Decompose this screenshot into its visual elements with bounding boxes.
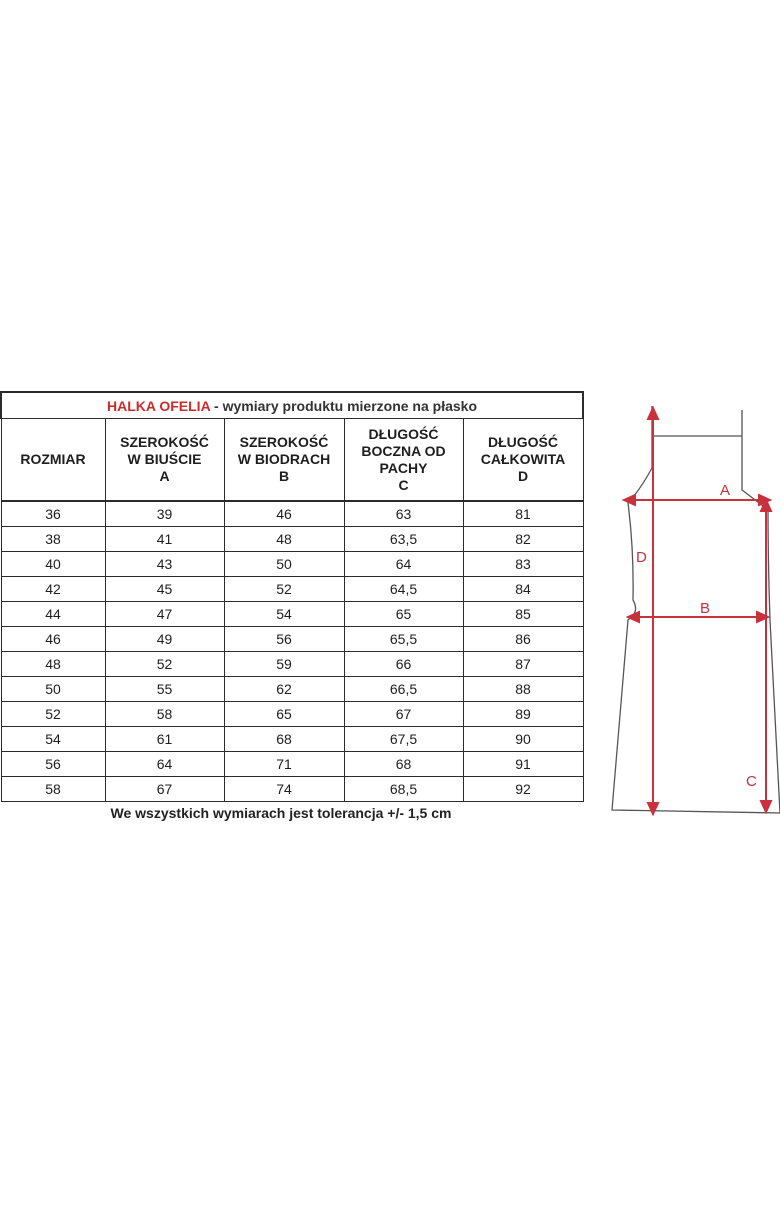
- column-header-line: CAŁKOWITA: [480, 451, 566, 467]
- table-cell: 68: [224, 727, 344, 752]
- column-header-line: ROZMIAR: [20, 451, 86, 467]
- table-title: [1, 392, 583, 419]
- table-cell: 68,5: [344, 777, 463, 802]
- table-cell: 50: [224, 552, 344, 577]
- table-cell: 87: [463, 652, 583, 677]
- table-cell: 64: [344, 552, 463, 577]
- table-cell: 68: [344, 752, 463, 777]
- table-cell: 48: [224, 527, 344, 552]
- title-description: - wymiary produktu mierzone na płasko: [210, 397, 478, 414]
- table-cell: 65: [224, 702, 344, 727]
- arrow-c: [761, 500, 771, 812]
- table-cell: 92: [463, 777, 583, 802]
- column-header: [105, 419, 224, 502]
- table-cell: 40: [1, 552, 105, 577]
- table-cell: 64,5: [344, 577, 463, 602]
- table-cell: 54: [224, 602, 344, 627]
- arrow-d: [648, 408, 658, 814]
- column-header-line: PACHY: [379, 459, 428, 476]
- table-row: [1, 501, 583, 527]
- table-cell: 66: [344, 652, 463, 677]
- table-cell: 91: [463, 752, 583, 777]
- table-cell: 83: [463, 552, 583, 577]
- table-row: [1, 752, 583, 777]
- arrow-b: [628, 612, 768, 622]
- table-cell: 46: [1, 627, 105, 652]
- table-cell: 74: [224, 777, 344, 802]
- column-header-line: DŁUGOŚĆ: [368, 425, 439, 442]
- title-brand: HALKA OFELIA: [106, 397, 211, 414]
- table-cell: 46: [224, 501, 344, 527]
- table-cell: 55: [105, 677, 224, 702]
- table-cell: 63,5: [344, 527, 463, 552]
- table-cell: 64: [105, 752, 224, 777]
- header-row: [1, 419, 583, 502]
- table-cell: 62: [224, 677, 344, 702]
- column-header-line: SZEROKOŚĆ: [239, 434, 329, 450]
- label-a: A: [720, 482, 731, 499]
- table-cell: 48: [1, 652, 105, 677]
- column-header-line: A: [159, 468, 170, 484]
- table-cell: 42: [1, 577, 105, 602]
- table-cell: 89: [463, 702, 583, 727]
- table-cell: 50: [1, 677, 105, 702]
- size-table: [0, 391, 584, 802]
- table-cell: 58: [1, 777, 105, 802]
- label-b: B: [700, 600, 711, 617]
- table-cell: 36: [1, 501, 105, 527]
- table-cell: 52: [1, 702, 105, 727]
- table-cell: 67: [344, 702, 463, 727]
- column-header-line: W BIUŚCIE: [127, 451, 202, 467]
- table-cell: 86: [463, 627, 583, 652]
- table-row: [1, 727, 583, 752]
- table-cell: 41: [105, 527, 224, 552]
- label-c: C: [746, 773, 757, 790]
- table-row: [1, 702, 583, 727]
- table-cell: 43: [105, 552, 224, 577]
- table-row: [1, 777, 583, 802]
- table-cell: 52: [105, 652, 224, 677]
- column-header-line: D: [517, 468, 529, 484]
- column-header-line: C: [398, 476, 409, 493]
- table-cell: 71: [224, 752, 344, 777]
- table-cell: 82: [463, 527, 583, 552]
- column-header-line: DŁUGOŚĆ: [488, 434, 558, 450]
- table-cell: 49: [105, 627, 224, 652]
- table-cell: 63: [344, 501, 463, 527]
- table-row: [1, 627, 583, 652]
- table-cell: 84: [463, 577, 583, 602]
- table-cell: 90: [463, 727, 583, 752]
- label-d: D: [636, 549, 647, 566]
- table-row: [1, 652, 583, 677]
- table-cell: 67: [105, 777, 224, 802]
- table-row: [1, 577, 583, 602]
- table-body: [1, 501, 583, 802]
- column-header: [1, 419, 105, 502]
- table-cell: 56: [224, 627, 344, 652]
- tolerance-note: We wszystkich wymiarach jest tolerancja +/- 1,5 cm: [110, 805, 452, 821]
- table-cell: 47: [105, 602, 224, 627]
- table-row: [1, 677, 583, 702]
- dress-outline: [612, 406, 780, 813]
- table-cell: 61: [105, 727, 224, 752]
- table-cell: 54: [1, 727, 105, 752]
- table-cell: 44: [1, 602, 105, 627]
- dress-diagram: [600, 400, 780, 820]
- table-row: [1, 527, 583, 552]
- column-header-line: BOCZNA OD: [361, 442, 446, 459]
- column-header-line: W BIODRACH: [237, 451, 331, 467]
- column-header-line: B: [278, 468, 290, 484]
- table-cell: 52: [224, 577, 344, 602]
- table-cell: 66,5: [344, 677, 463, 702]
- table-cell: 81: [463, 501, 583, 527]
- table-cell: 88: [463, 677, 583, 702]
- table-row: [1, 552, 583, 577]
- column-header: [344, 419, 463, 502]
- column-header: [224, 419, 344, 502]
- table-cell: 39: [105, 501, 224, 527]
- table-cell: 45: [105, 577, 224, 602]
- table-cell: 59: [224, 652, 344, 677]
- arrow-a: [624, 495, 770, 505]
- column-header-line: SZEROKOŚĆ: [120, 434, 209, 450]
- table-cell: 65,5: [344, 627, 463, 652]
- table-cell: 58: [105, 702, 224, 727]
- table-cell: 67,5: [344, 727, 463, 752]
- table-cell: 38: [1, 527, 105, 552]
- table-cell: 56: [1, 752, 105, 777]
- table-cell: 65: [344, 602, 463, 627]
- column-header: [463, 419, 583, 502]
- table-cell: 85: [463, 602, 583, 627]
- table-row: [1, 602, 583, 627]
